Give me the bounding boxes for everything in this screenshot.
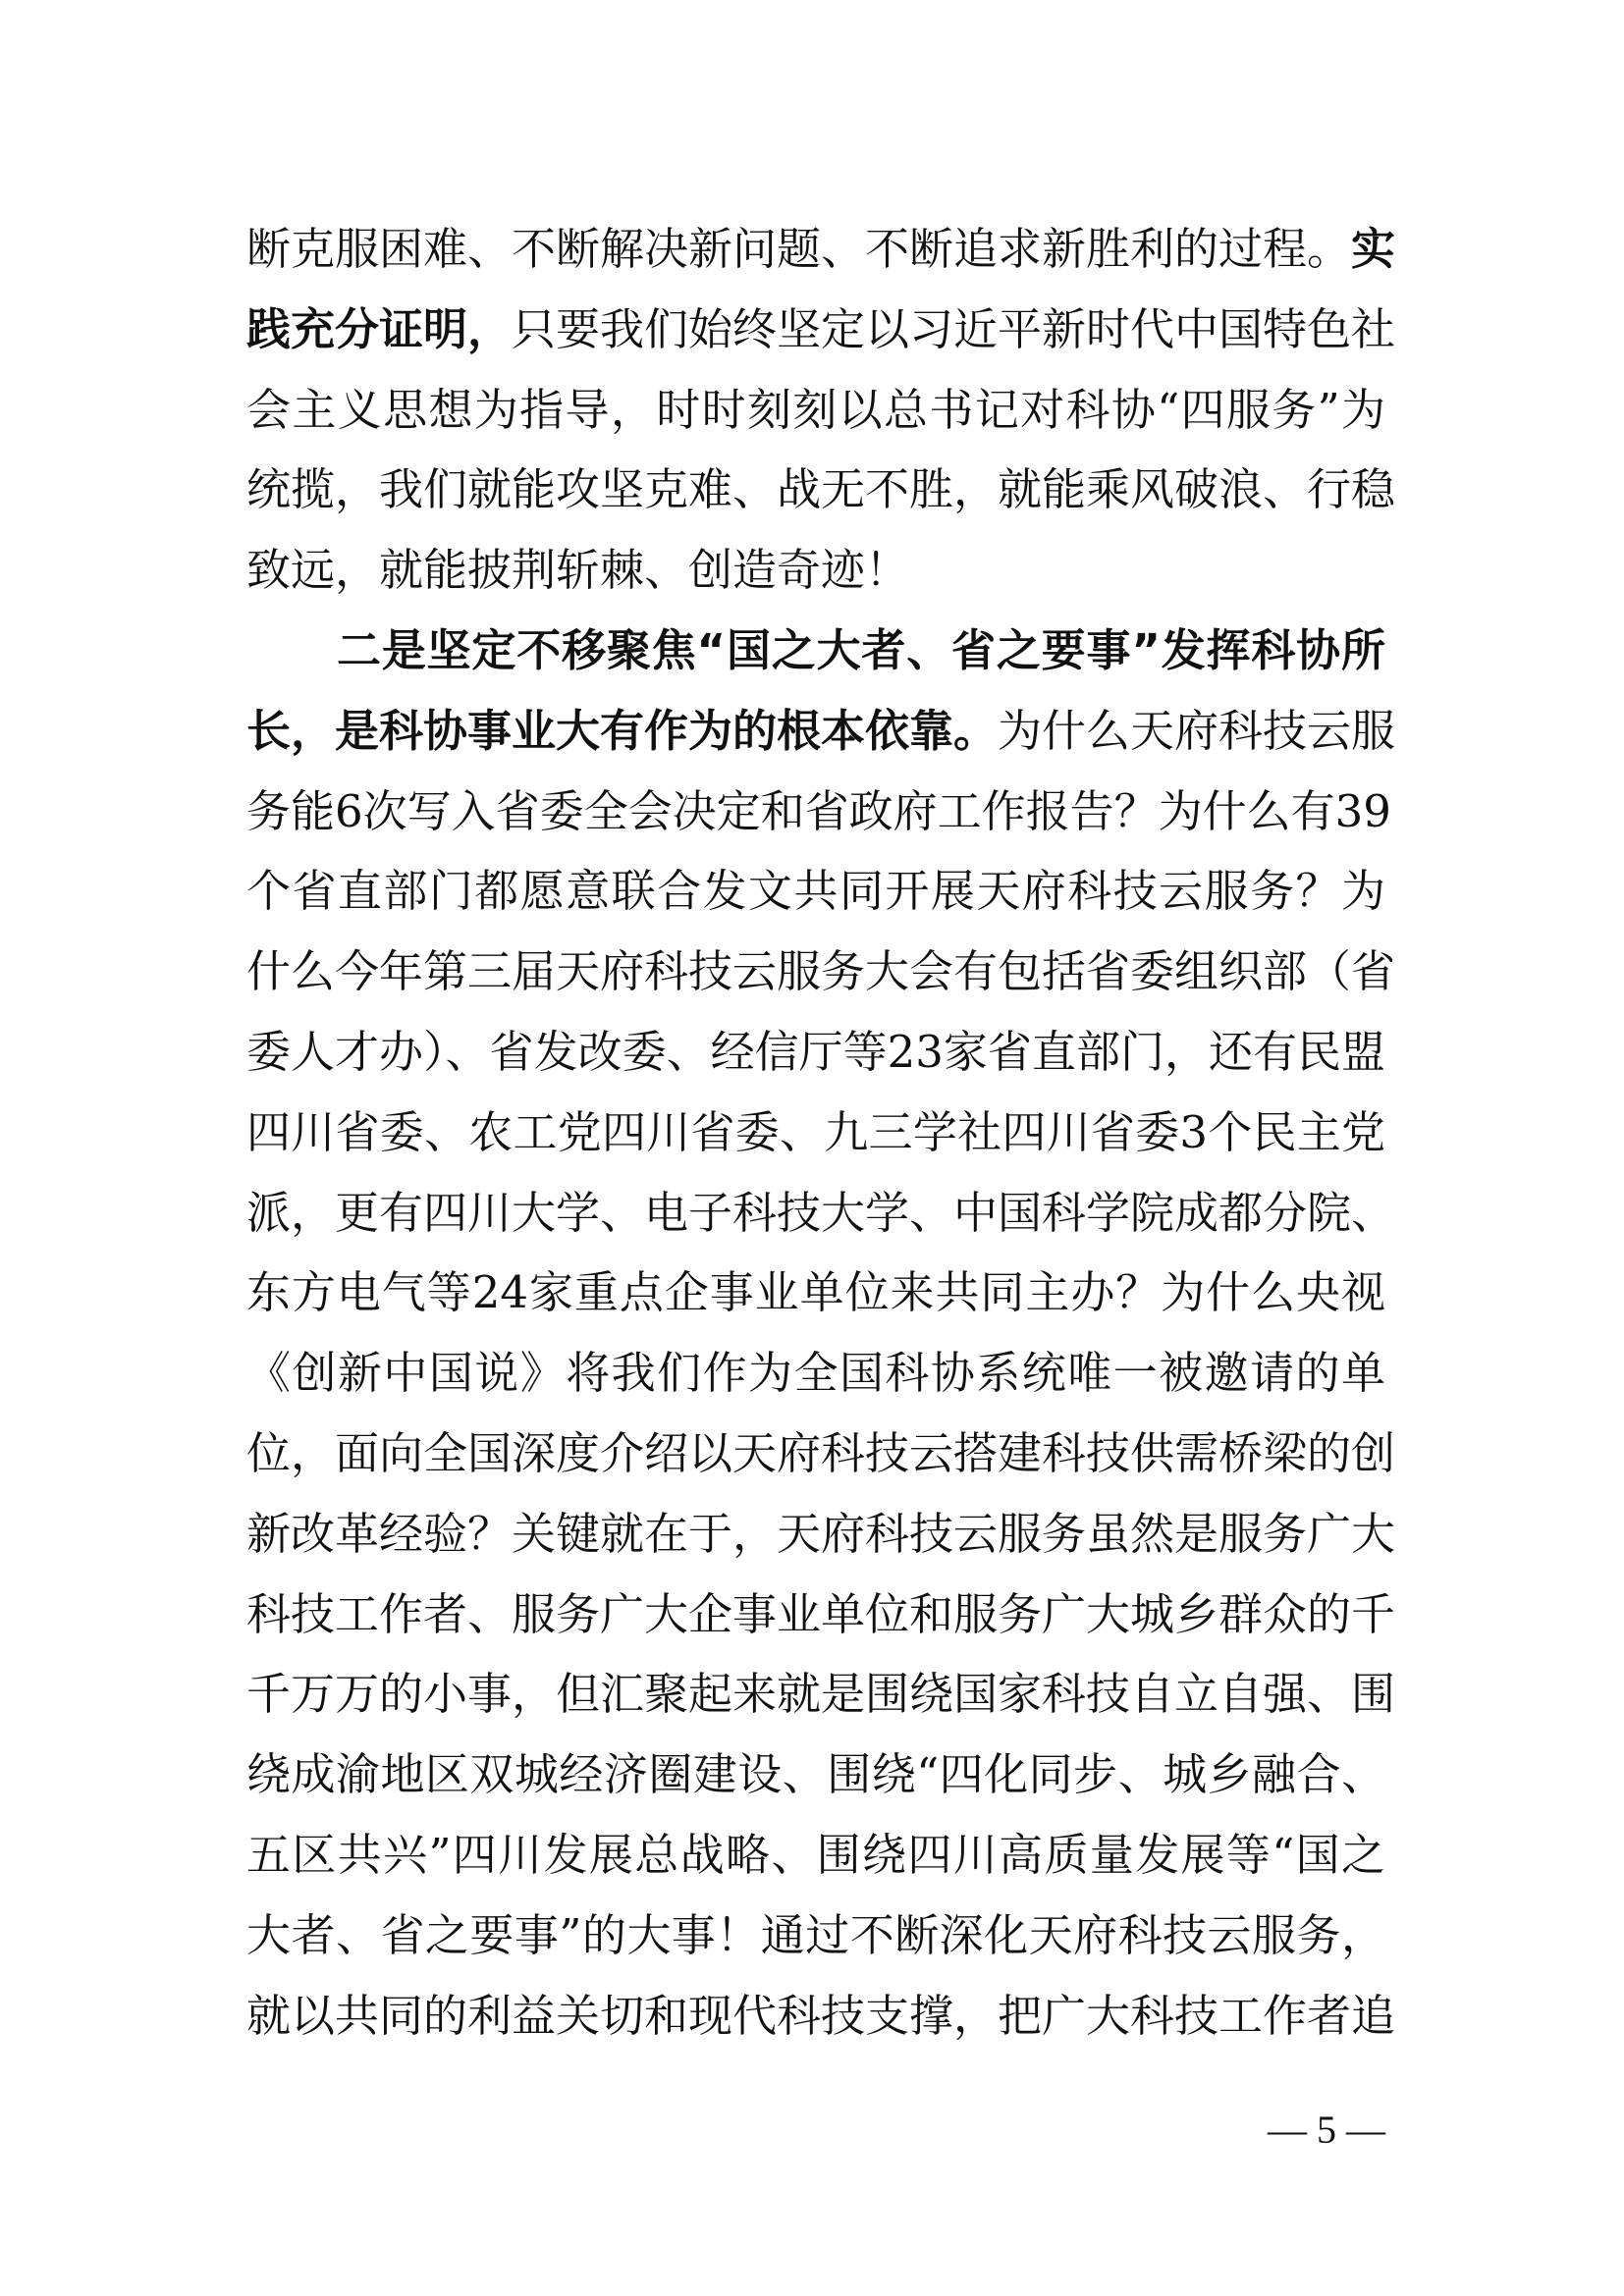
text-line [246,1253,1385,1333]
text-segment: 大者、省之要事”的大事！通过不断深化天府科技云服务， [246,1908,1385,1961]
text-segment: 委人才办）、省发改委、经信厅等23家省直部门，还有民盟 [246,1025,1385,1078]
text-line [246,290,1396,370]
text-line [246,1575,1396,1655]
text-segment: 务能6次写入省委全会决定和省政府工作报告？为什么有39 [246,784,1391,837]
bold-text-segment: 践充分证明， [246,302,513,355]
text-segment: 统揽，我们就能攻坚克难、战无不胜，就能乘风破浪、行稳 [246,463,1396,516]
text-line [246,530,1385,611]
text-line [246,209,1396,290]
text-segment: 绕成渝地区双城经济圈建设、围绕“四化同步、城乡融合、 [246,1748,1385,1801]
text-line [246,1012,1385,1093]
text-segment: 会主义思想为指导，时时刻刻以总书记对科协“四服务”为 [246,383,1385,436]
text-line [246,932,1396,1012]
text-segment: 东方电气等24家重点企事业单位来共同主办？为什么央视 [246,1266,1385,1319]
text-line [246,1896,1385,1976]
text-segment: 断克服困难、不断解决新问题、不断追求新胜利的过程。 [246,223,1352,275]
bold-text-segment: 长，是科协事业大有作为的根本依靠。 [246,704,999,757]
text-segment: 只要我们始终坚定以习近平新时代中国特色社 [512,302,1396,355]
text-line [246,1173,1396,1254]
text-segment: 个省直部门都愿意联合发文共同开展天府科技云服务？为 [246,865,1385,918]
text-line [246,611,1385,691]
bold-text-segment: 二是坚定不移聚焦“国之大者、省之要事”发挥科协所 [337,623,1385,676]
text-segment: 致远，就能披荆斩棘、创造奇迹！ [246,544,910,597]
page-number: — 5 — [1268,2108,1385,2152]
text-segment: 新改革经验？关键就在于，天府科技云服务虽然是服务广大 [246,1507,1396,1560]
text-line [246,1976,1396,2056]
text-line [246,1654,1396,1735]
text-line [246,772,1391,852]
bold-text-segment: 实 [1351,223,1396,275]
text-line [246,370,1385,451]
text-segment: 四川省委、农工党四川省委、九三学社四川省委3个民主党 [246,1105,1385,1158]
text-line [246,691,1396,772]
text-line [246,450,1396,530]
text-segment: 什么今年第三届天府科技云服务大会有包括省委组织部（省 [246,945,1396,998]
text-segment: 科技工作者、服务广大企事业单位和服务广大城乡群众的千 [246,1587,1396,1640]
text-segment: 千万万的小事，但汇聚起来就是围绕国家科技自立自强、围 [246,1668,1396,1721]
text-line [246,851,1385,932]
text-segment: 五区共兴”四川发展总战略、围绕四川高质量发展等“国之 [246,1828,1385,1881]
text-segment: 就以共同的利益关切和现代科技支撑，把广大科技工作者追 [246,1989,1396,2042]
text-segment: 为什么天府科技云服 [998,704,1396,757]
text-line [246,1093,1385,1173]
text-line [246,1494,1396,1575]
text-line [246,1414,1396,1494]
text-line [246,1815,1385,1896]
body-text [246,209,1396,2056]
text-segment: 《创新中国说》将我们作为全国科协系统唯一被邀请的单 [246,1347,1385,1400]
text-segment: 位，面向全国深度介绍以天府科技云搭建科技供需桥梁的创 [246,1426,1396,1479]
text-line [246,1735,1385,1815]
text-line [246,1333,1385,1414]
text-segment: 派，更有四川大学、电子科技大学、中国科学院成都分院、 [246,1186,1396,1239]
